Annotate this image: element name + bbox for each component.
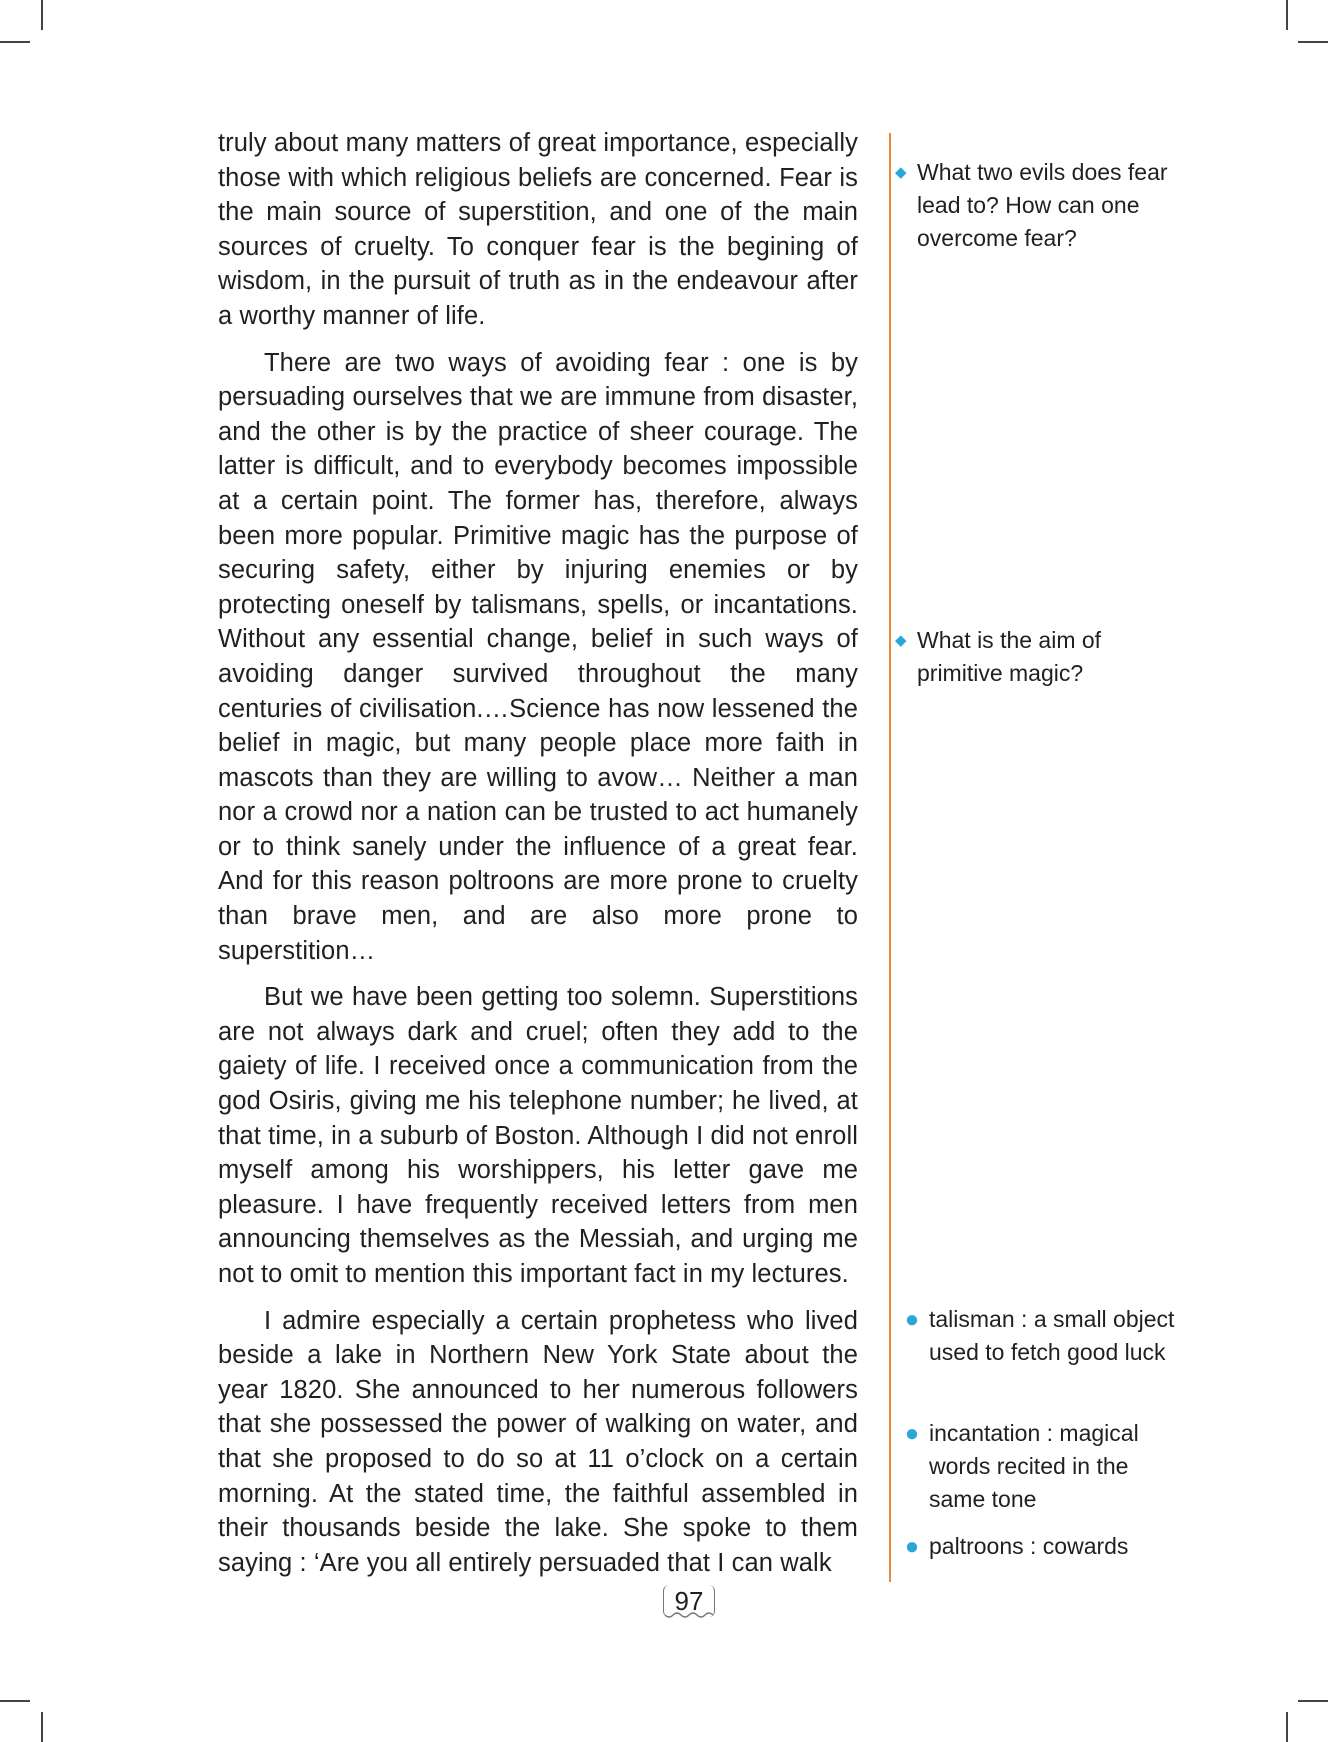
glossary-item-talisman <box>895 1303 1185 1369</box>
main-text-column <box>218 126 858 1592</box>
crop-mark-bottom-right-v <box>1286 1712 1288 1742</box>
dot-bullet-icon: ● <box>904 1420 920 1447</box>
side-question-text: What two evils does fear lead to? How can one overcome fear? <box>917 159 1168 251</box>
crop-mark-bottom-left-h <box>0 1700 30 1702</box>
glossary-text: paltroons : cowards <box>929 1533 1129 1559</box>
crop-mark-top-left-h <box>0 41 30 43</box>
crop-mark-bottom-left-v <box>41 1712 43 1742</box>
side-question-text: What is the aim of primitive magic? <box>917 627 1102 687</box>
paragraph-1: truly about many matters of great importance, especially those with which religious beliefs are concerned. Fear is the main source of superstition, and one of the main sources of cruelty. To conquer fear is the begining of wisdom, in the pursuit of truth as in the endeavour after a worthy manner of life. <box>218 129 858 330</box>
glossary-text: incantation : magical words recited in the same tone <box>929 1420 1139 1512</box>
diamond-bullet-icon: ◆ <box>895 632 907 649</box>
margin-rule <box>889 133 891 1582</box>
crop-mark-top-right-h <box>1298 41 1328 43</box>
paragraph-4: I admire especially a certain prophetess who lived beside a lake in Northern New York State about the year 1820. She announced to her numerous followers that she possessed the power of walking on water, and that she proposed to do so at 11 o’clock on a certain morning. At the stated time, the faithful assembled in their thousands beside the lake. She spoke to them saying : ‘Are you all entirely persuaded that I can walk <box>218 1306 858 1577</box>
page-number: 97 <box>663 1585 715 1617</box>
glossary-text: talisman : a small object used to fetch good luck <box>929 1306 1175 1366</box>
side-question-1 <box>895 156 1185 254</box>
glossary-item-incantation <box>895 1417 1185 1515</box>
diamond-bullet-icon: ◆ <box>895 164 907 181</box>
paragraph-3: But we have been getting too solemn. Superstitions are not always dark and cruel; often they add to the gaiety of life. I received once a communication from the god Osiris, giving me his telephone number; he lived, at that time, in a suburb of Boston. Although I did not enroll myself among his worshippers, his letter gave me pleasure. I have frequently received letters from men announcing themselves as the Messiah, and urging me not to omit to mention this important fact in my lectures. <box>218 983 858 1288</box>
glossary-item-paltroons <box>895 1530 1185 1563</box>
side-question-2 <box>895 624 1185 690</box>
paragraph-2: There are two ways of avoiding fear : one is by persuading ourselves that we are immune from disaster, and the other is by the practice of sheer courage. The latter is difficult, and to everybody becomes impossible at a certain point. The former has, therefore, always been more popular. Primitive magic has the purpose of securing safety, either by injuring enemies or by protecting oneself by talismans, spells, or incantations. Without any essential change, belief in such ways of avoiding danger survived throughout the many centuries of civilisation.…Science has now lessened the belief in magic, but many people place more faith in mascots than they are willing to avow… Neither a man nor a crowd nor a nation can be trusted to act humanely or to think sanely under the influence of a great fear. And for this reason poltroons are more prone to cruelty than brave men, and are also more prone to superstition… <box>218 348 858 965</box>
crop-mark-top-left-v <box>41 0 43 30</box>
dot-bullet-icon: ● <box>904 1306 920 1333</box>
crop-mark-bottom-right-h <box>1298 1700 1328 1702</box>
page-number-scroll-icon <box>663 1612 713 1620</box>
dot-bullet-icon: ● <box>904 1533 920 1560</box>
crop-mark-top-right-v <box>1286 0 1288 30</box>
